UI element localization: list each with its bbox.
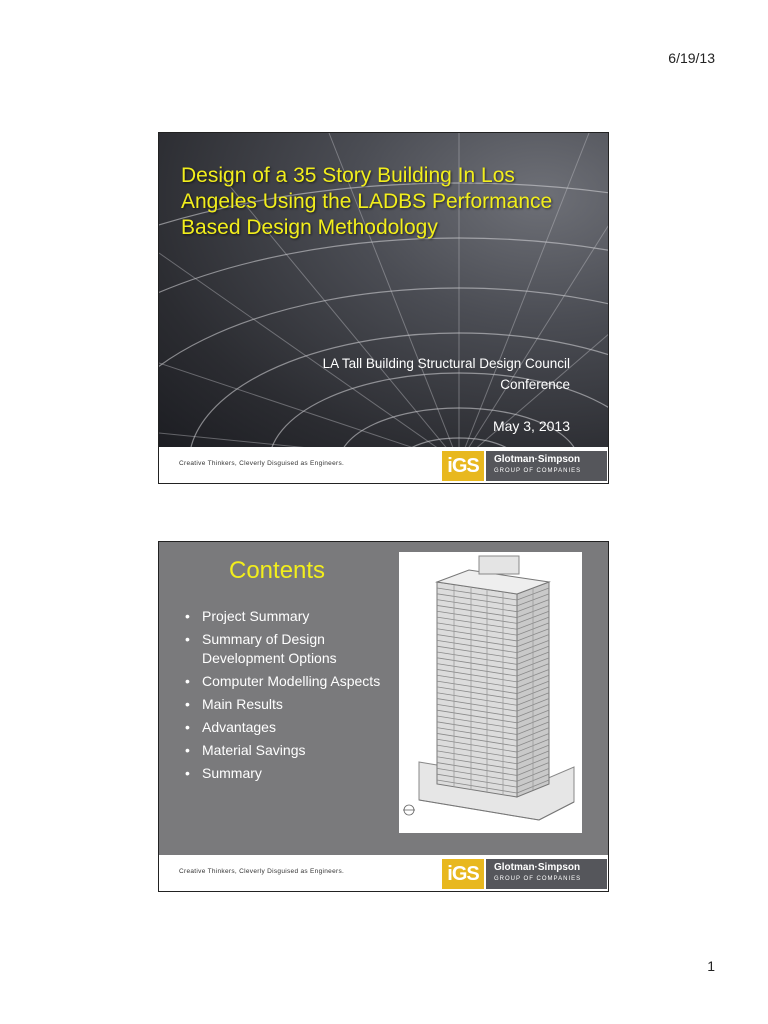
company-logo <box>442 451 607 481</box>
building-model-image <box>399 552 582 833</box>
contents-title: Contents <box>229 557 326 584</box>
tagline: Creative Thinkers, Cleverly Disguised as Engineers. <box>179 460 345 467</box>
logo-subtitle: GROUP OF COMPANIES <box>494 468 582 474</box>
slide-contents <box>158 541 609 892</box>
list-item: • Project Summary <box>185 607 385 626</box>
logo-wordmark <box>486 859 607 889</box>
page-number: 1 <box>707 958 715 974</box>
logo-subtitle: GROUP OF COMPANIES <box>494 876 582 882</box>
document-date: 6/19/13 <box>668 50 715 66</box>
slide-footer <box>159 447 608 483</box>
slide-title <box>158 132 609 484</box>
subtitle-line-1: LA Tall Building Structural Design Council <box>322 356 570 371</box>
list-item: • Summary <box>185 764 385 783</box>
slide-footer <box>159 855 608 891</box>
slide-title-text: Design of a 35 Story Building In Los Angeles Using the LADBS Performance Based Design Methodology <box>181 164 553 239</box>
logo-mark: iGS <box>442 451 484 481</box>
company-logo <box>442 859 607 889</box>
tagline: Creative Thinkers, Cleverly Disguised as Engineers. <box>179 868 345 875</box>
list-item: • Material Savings <box>185 741 385 760</box>
slide-date: May 3, 2013 <box>492 418 570 434</box>
logo-wordmark <box>486 451 607 481</box>
subtitle-line-2: Conference <box>500 377 570 392</box>
list-item: • Main Results <box>185 695 385 714</box>
contents-list <box>185 607 385 787</box>
list-item: • Advantages <box>185 718 385 737</box>
logo-name: Glotman·Simpson <box>494 862 581 873</box>
slide-subtitle <box>240 353 570 395</box>
list-item: • Summary of Design Development Options <box>185 630 385 668</box>
list-item: • Computer Modelling Aspects <box>185 672 385 691</box>
logo-name: Glotman·Simpson <box>494 454 581 465</box>
logo-mark: iGS <box>442 859 484 889</box>
